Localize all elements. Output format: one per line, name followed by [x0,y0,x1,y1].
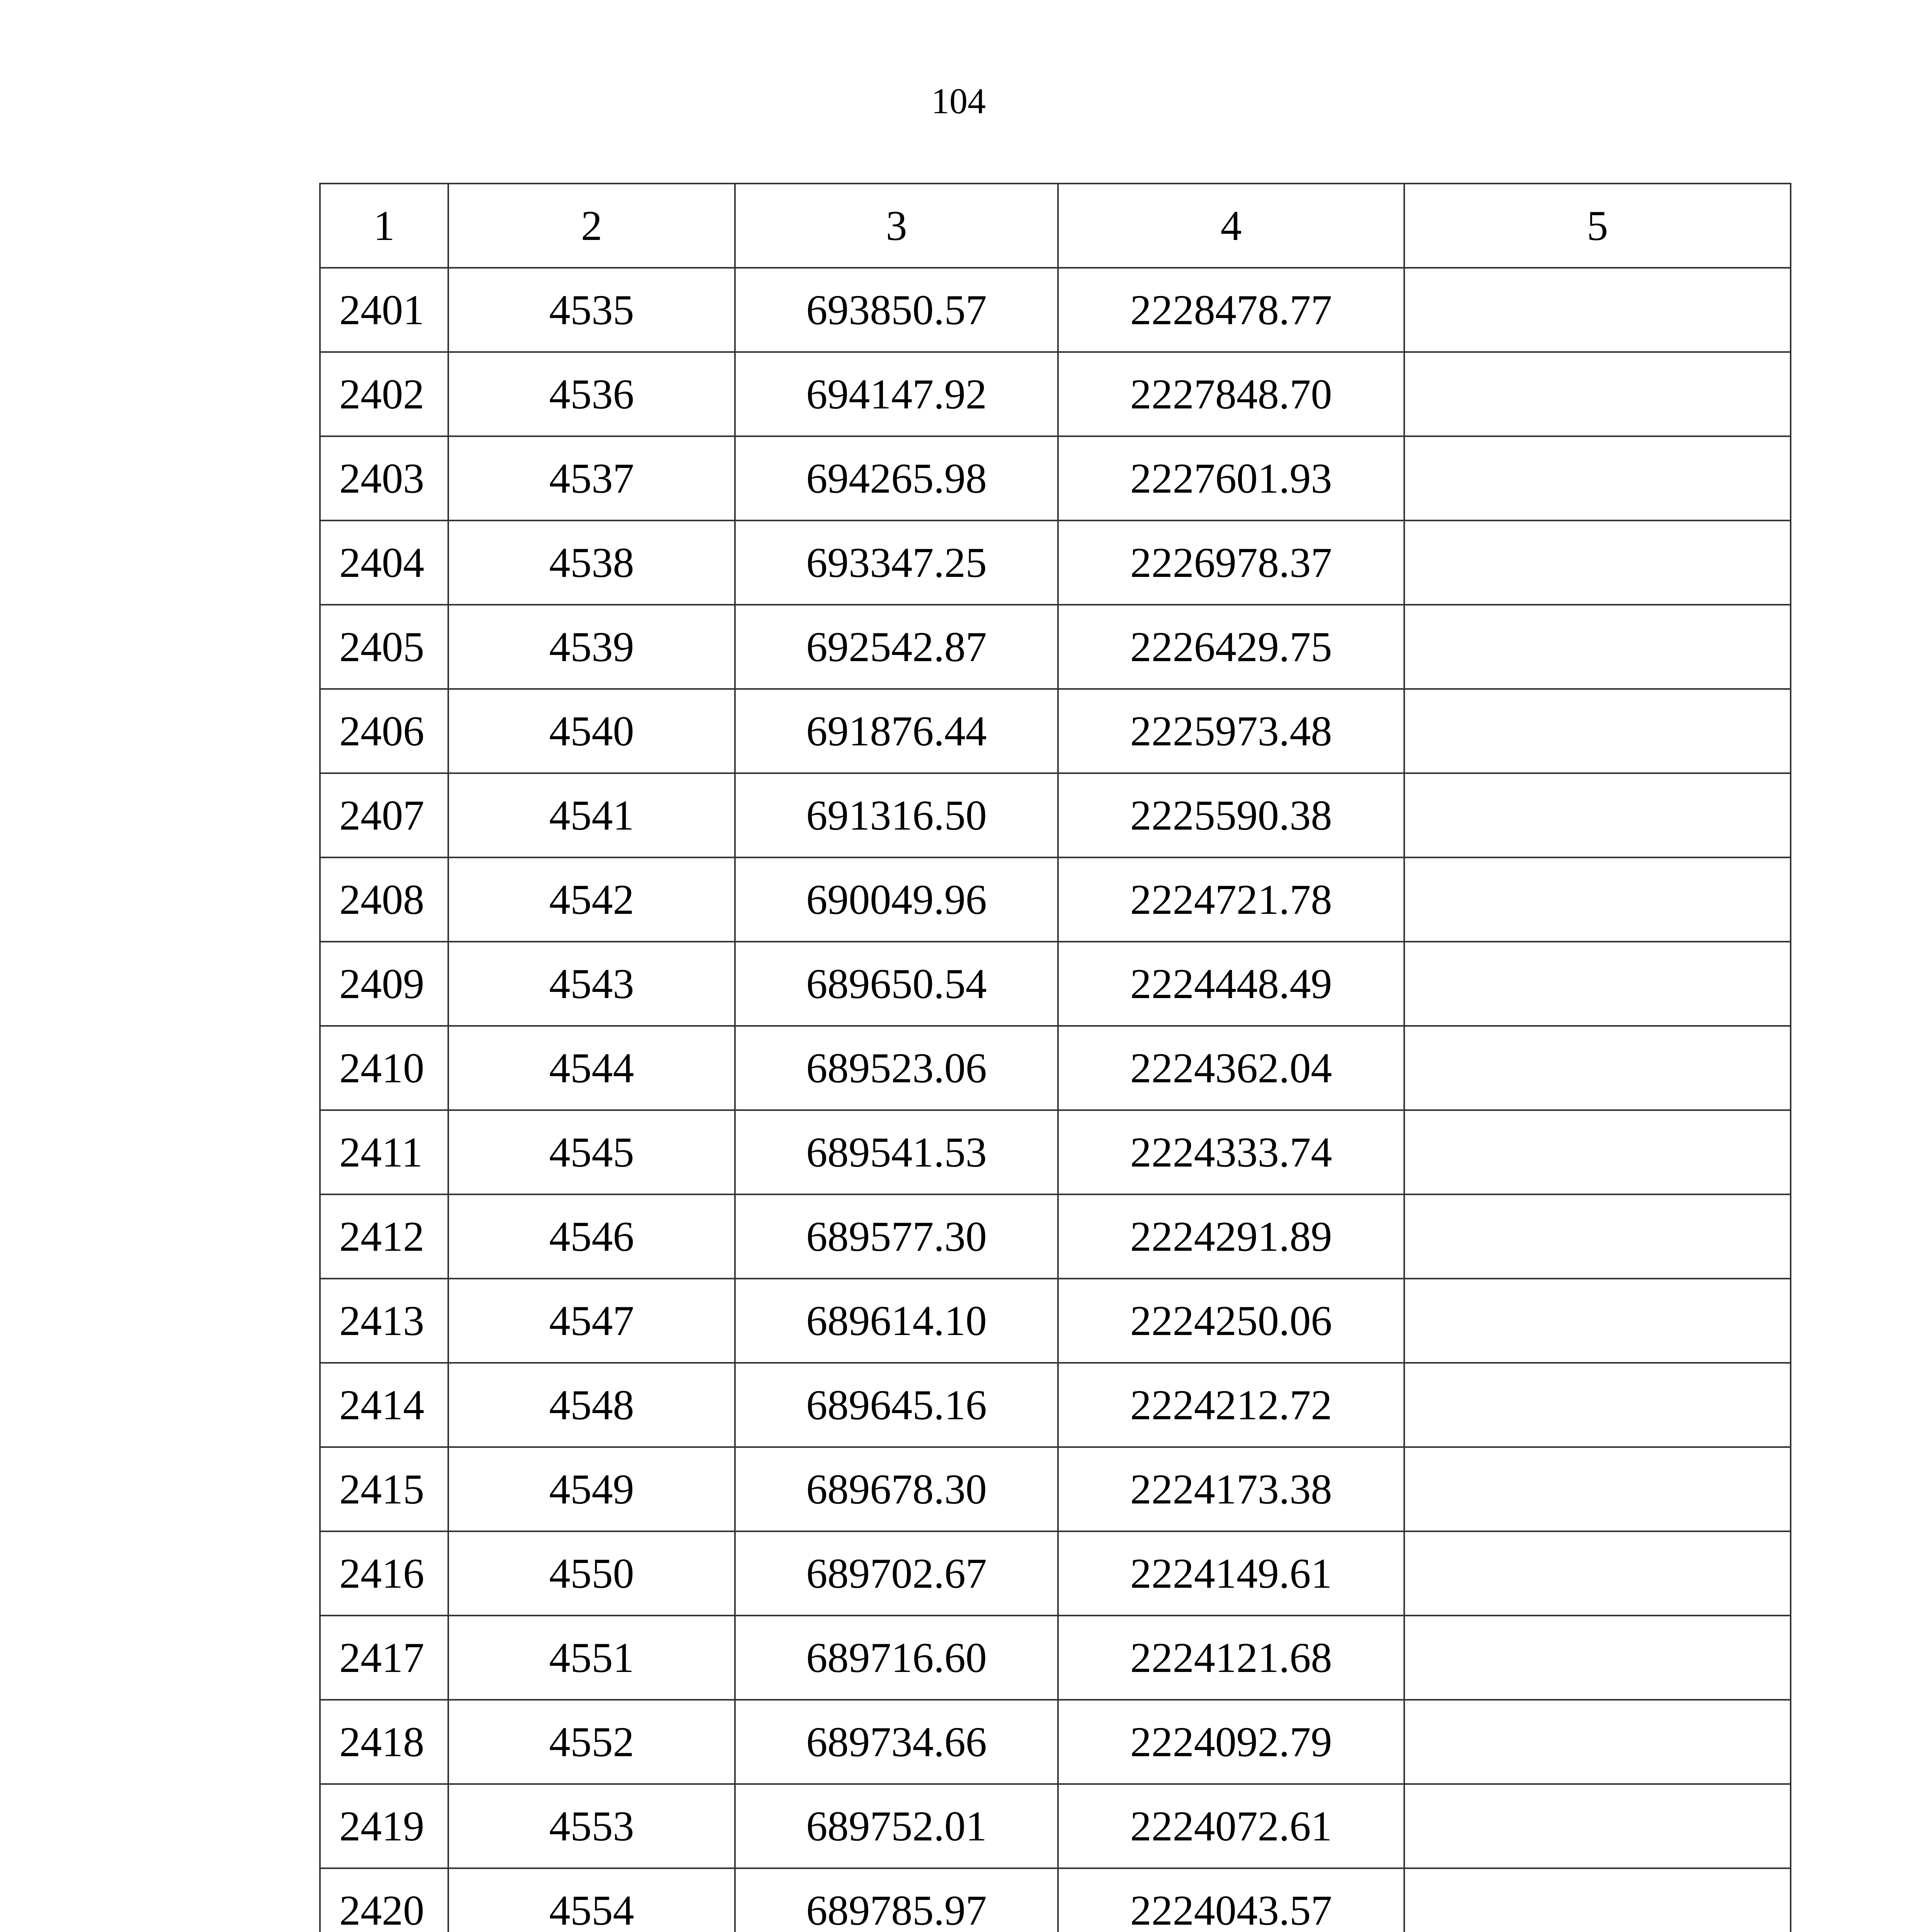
column-header-5: 5 [1404,184,1791,268]
table-cell-col-4: 2224212.72 [1058,1363,1404,1447]
table-header-row [320,184,1791,268]
page-number: 104 [931,81,986,121]
table-cell-col-4: 2227848.70 [1058,352,1404,436]
column-header-4: 4 [1058,184,1404,268]
table-cell-col-1: 2415 [320,1447,448,1531]
table-cell-col-1: 2417 [320,1616,448,1700]
table-row [320,520,1791,605]
table-row [320,605,1791,689]
table-cell-col-4: 2224333.74 [1058,1110,1404,1194]
table-cell-col-2: 4539 [448,605,735,689]
table-cell-col-2: 4550 [448,1531,735,1616]
table-cell-col-2: 4542 [448,857,735,942]
table-cell-col-3: 693347.25 [735,520,1058,605]
table-row [320,352,1791,436]
table-cell-col-3: 689716.60 [735,1616,1058,1700]
table-row [320,1279,1791,1363]
table-cell-col-2: 4537 [448,436,735,520]
table-cell-col-3: 689678.30 [735,1447,1058,1531]
column-header-2: 2 [448,184,735,268]
table-cell-col-3: 689541.53 [735,1110,1058,1194]
column-header-3: 3 [735,184,1058,268]
table-cell-col-1: 2416 [320,1531,448,1616]
table-cell-col-2: 4554 [448,1868,735,1932]
table-row [320,436,1791,520]
table-cell-col-1: 2402 [320,352,448,436]
table-cell-col-5 [1404,1363,1791,1447]
table-cell-col-1: 2409 [320,942,448,1026]
table-cell-col-3: 691876.44 [735,689,1058,773]
table-cell-col-5 [1404,268,1791,352]
table-cell-col-3: 689614.10 [735,1279,1058,1363]
table-cell-col-3: 689650.54 [735,942,1058,1026]
table-cell-col-1: 2401 [320,268,448,352]
table-cell-col-2: 4545 [448,1110,735,1194]
table-row [320,1110,1791,1194]
table-cell-col-4: 2224291.89 [1058,1194,1404,1279]
table-cell-col-2: 4546 [448,1194,735,1279]
table-cell-col-2: 4551 [448,1616,735,1700]
table-cell-col-5 [1404,1110,1791,1194]
table-cell-col-2: 4553 [448,1784,735,1868]
coordinates-table [319,183,1791,1932]
table-cell-col-4: 2225973.48 [1058,689,1404,773]
table-cell-col-1: 2404 [320,520,448,605]
table-cell-col-1: 2420 [320,1868,448,1932]
table-cell-col-1: 2418 [320,1700,448,1784]
table-cell-col-2: 4540 [448,689,735,773]
table-cell-col-3: 693850.57 [735,268,1058,352]
table-cell-col-4: 2224362.04 [1058,1026,1404,1110]
table-cell-col-3: 689702.67 [735,1531,1058,1616]
table-cell-col-4: 2224448.49 [1058,942,1404,1026]
table-cell-col-4: 2225590.38 [1058,773,1404,857]
table-cell-col-4: 2226429.75 [1058,605,1404,689]
table-cell-col-3: 690049.96 [735,857,1058,942]
table-cell-col-3: 689785.97 [735,1868,1058,1932]
table-cell-col-4: 2224043.57 [1058,1868,1404,1932]
table-cell-col-2: 4541 [448,773,735,857]
table-cell-col-2: 4543 [448,942,735,1026]
table-cell-col-4: 2224721.78 [1058,857,1404,942]
table-cell-col-3: 689645.16 [735,1363,1058,1447]
column-header-1: 1 [320,184,448,268]
table-cell-col-5 [1404,689,1791,773]
table-cell-col-5 [1404,773,1791,857]
table-cell-col-5 [1404,1616,1791,1700]
table-cell-col-5 [1404,942,1791,1026]
table-cell-col-1: 2411 [320,1110,448,1194]
table-cell-col-4: 2226978.37 [1058,520,1404,605]
table-row [320,1026,1791,1110]
table-row [320,1447,1791,1531]
table-cell-col-2: 4548 [448,1363,735,1447]
table-cell-col-4: 2227601.93 [1058,436,1404,520]
table-cell-col-3: 692542.87 [735,605,1058,689]
table-cell-col-5 [1404,605,1791,689]
table-cell-col-1: 2403 [320,436,448,520]
table-cell-col-4: 2224173.38 [1058,1447,1404,1531]
table-cell-col-3: 694147.92 [735,352,1058,436]
table-cell-col-2: 4549 [448,1447,735,1531]
table-cell-col-2: 4535 [448,268,735,352]
table-cell-col-1: 2406 [320,689,448,773]
table-row [320,1531,1791,1616]
table-row [320,1784,1791,1868]
table-cell-col-3: 689523.06 [735,1026,1058,1110]
table-cell-col-2: 4536 [448,352,735,436]
table-cell-col-2: 4547 [448,1279,735,1363]
table-cell-col-5 [1404,520,1791,605]
table-cell-col-4: 2224250.06 [1058,1279,1404,1363]
table-cell-col-5 [1404,1868,1791,1932]
table-cell-col-3: 694265.98 [735,436,1058,520]
table-cell-col-1: 2405 [320,605,448,689]
table-cell-col-1: 2410 [320,1026,448,1110]
table-cell-col-5 [1404,857,1791,942]
table-cell-col-2: 4538 [448,520,735,605]
table-row [320,268,1791,352]
table-cell-col-4: 2224072.61 [1058,1784,1404,1868]
table-cell-col-4: 2228478.77 [1058,268,1404,352]
table-cell-col-5 [1404,436,1791,520]
table-cell-col-3: 689734.66 [735,1700,1058,1784]
table-row [320,1363,1791,1447]
table-row [320,857,1791,942]
table-cell-col-3: 689577.30 [735,1194,1058,1279]
table-cell-col-1: 2407 [320,773,448,857]
table-cell-col-4: 2224149.61 [1058,1531,1404,1616]
table-row [320,1616,1791,1700]
table-body [320,268,1791,1932]
table-cell-col-5 [1404,1784,1791,1868]
table-row [320,1868,1791,1932]
table-row [320,773,1791,857]
table-cell-col-5 [1404,352,1791,436]
table-cell-col-5 [1404,1194,1791,1279]
table-cell-col-2: 4552 [448,1700,735,1784]
table-cell-col-1: 2413 [320,1279,448,1363]
table-cell-col-2: 4544 [448,1026,735,1110]
table-cell-col-1: 2408 [320,857,448,942]
table-cell-col-5 [1404,1026,1791,1110]
table-cell-col-5 [1404,1700,1791,1784]
table-cell-col-3: 689752.01 [735,1784,1058,1868]
table-row [320,942,1791,1026]
table-cell-col-4: 2224121.68 [1058,1616,1404,1700]
table-cell-col-5 [1404,1531,1791,1616]
table-row [320,1194,1791,1279]
table-cell-col-4: 2224092.79 [1058,1700,1404,1784]
table-cell-col-1: 2419 [320,1784,448,1868]
table-row [320,1700,1791,1784]
table-cell-col-1: 2412 [320,1194,448,1279]
table-cell-col-5 [1404,1447,1791,1531]
table-cell-col-3: 691316.50 [735,773,1058,857]
table-row [320,689,1791,773]
table-cell-col-1: 2414 [320,1363,448,1447]
table-cell-col-5 [1404,1279,1791,1363]
